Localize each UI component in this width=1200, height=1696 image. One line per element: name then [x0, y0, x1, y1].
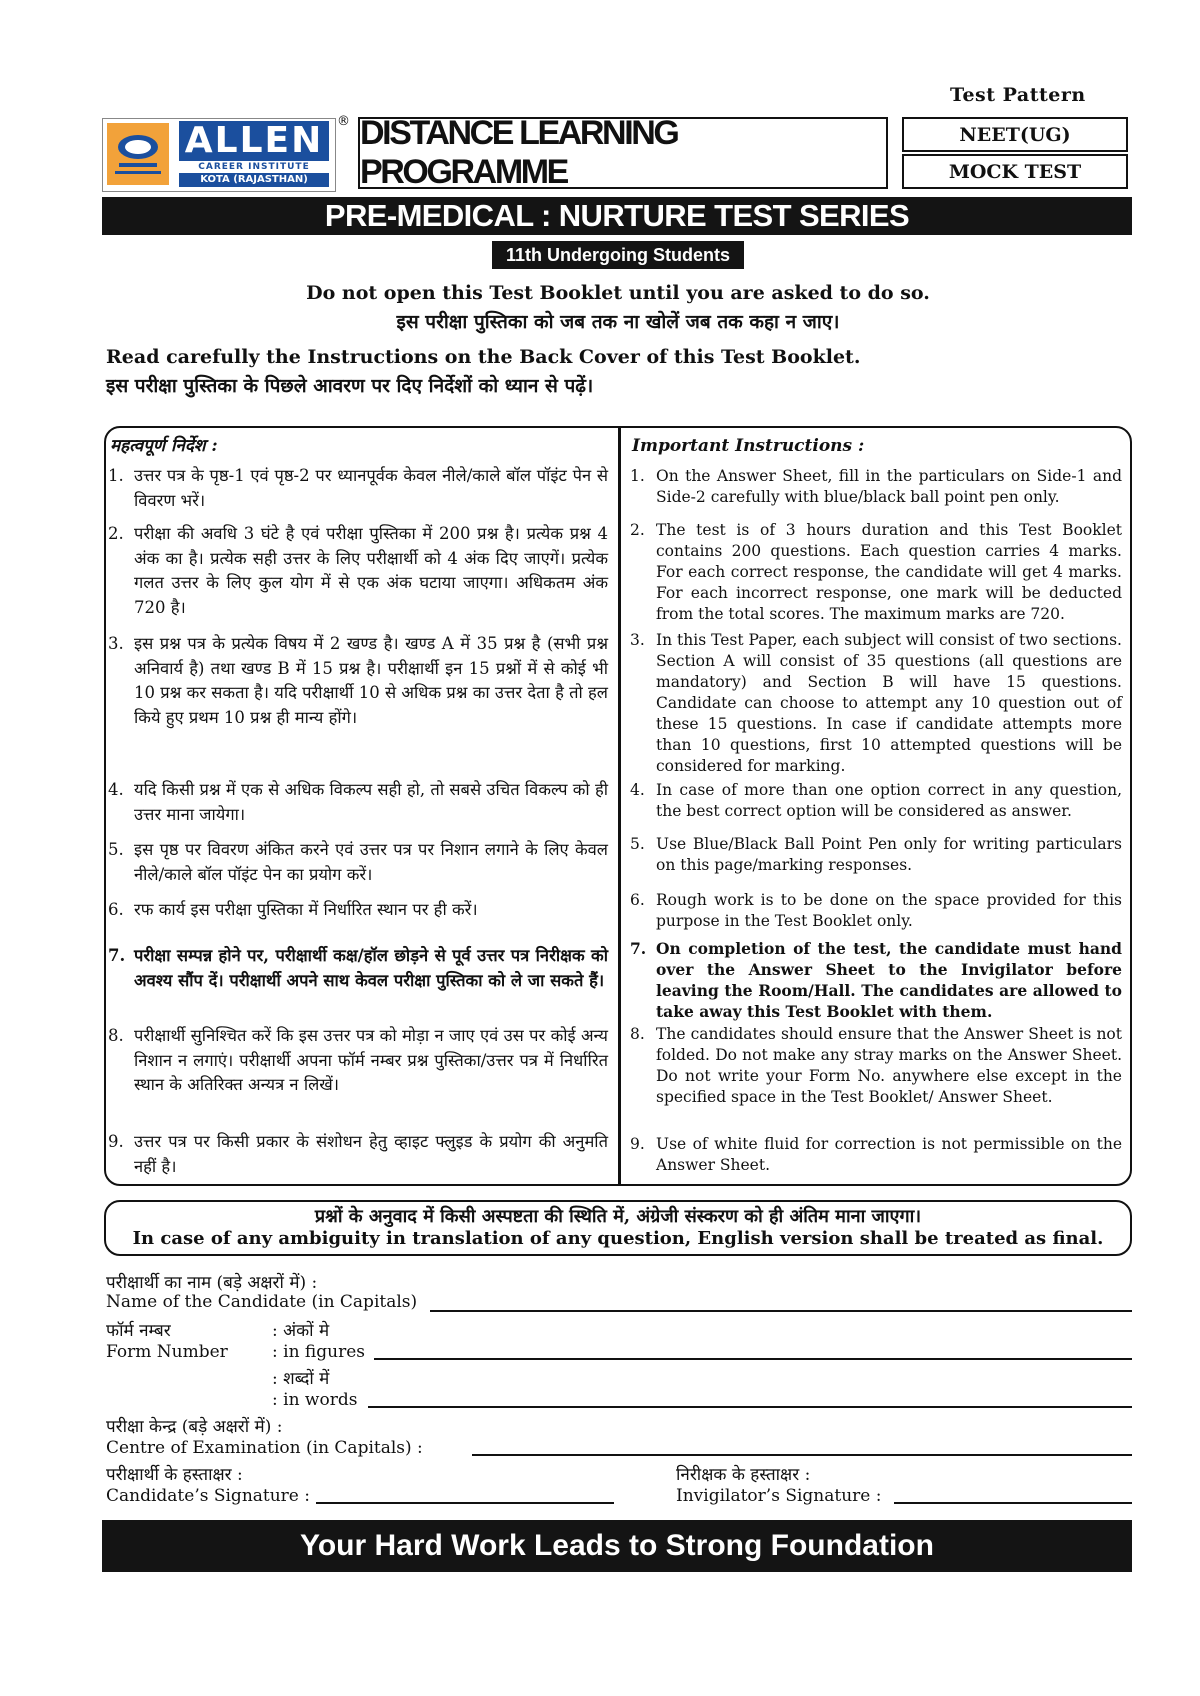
centre-label-en: Centre of Examination (in Capitals) : [106, 1438, 423, 1458]
audience-badge: 11th Undergoing Students [492, 241, 744, 269]
exam-label: NEET(UG) [959, 123, 1071, 146]
figures-label-hi: : अंकों मे [272, 1321, 330, 1341]
test-type-box [902, 154, 1128, 189]
test-type-label: MOCK TEST [948, 160, 1082, 183]
figures-label-en: : in figures [272, 1342, 366, 1362]
program-title-box [358, 114, 888, 191]
hindi-item-text: यदि किसी प्रश्न में एक से अधिक विकल्प सही हो, तो सबसे उचित विकल्प को ही उत्तर माना जायेगा। [134, 780, 608, 824]
ambiguity-note-en: In case of any ambiguity in translation of any question, English version shall be treated as final. [132, 1228, 1104, 1249]
english-item-text: The candidates should ensure that the Answer Sheet is not folded. Do not make any stray marks on the Answer Sheet. Do not write your Form No. anywhere else except in the specified space in the Test Booklet/ Answer Sheet. [656, 1025, 1122, 1106]
read-notice-en: Read carefully the Instructions on the Back Cover of this Test Booklet. [106, 346, 861, 368]
english-instructions-heading: Important Instructions : [632, 436, 865, 456]
english-item-text: Use Blue/Black Ball Point Pen only for writing particulars on this page/marking responses. [656, 835, 1122, 874]
registered-mark: ® [337, 114, 350, 129]
instructions-divider [618, 426, 621, 1186]
emblem-icon [107, 123, 169, 185]
candidate-name-label-en: Name of the Candidate (in Capitals) [106, 1292, 418, 1312]
english-item-text: In this Test Paper, each subject will consist of two sections. Section A will consist of 35 questions (all questions are mandatory) and Section B will have 15 questions. Candidate can choose to attempt any 10 question out of these 15 questions. In case if candidate attempts more than 10 questions, first 10 attempted questions will be considered for marking. [656, 631, 1122, 775]
exam-box [902, 117, 1128, 152]
form-number-label-en: Form Number [106, 1342, 228, 1362]
words-label-en: : in words [272, 1390, 358, 1410]
allen-logo [102, 118, 336, 192]
form-number-figures-field[interactable] [374, 1358, 1132, 1360]
form-number-words-field[interactable] [368, 1406, 1132, 1408]
open-notice-en: Do not open this Test Booklet until you are asked to do so. [306, 282, 930, 304]
logo-tagline: CAREER INSTITUTE [198, 162, 310, 172]
hindi-item-text: परीक्षा की अवधि 3 घंटे है एवं परीक्षा पुस्तिका में 200 प्रश्न है। प्रत्येक प्रश्न 4 अंक का है। प्रत्येक सही उत्तर के लिए परीक्षार्थी को 4 अंक दिए जाएगें। प्रत्येक गलत उत्तर के लिए कुल योग में से एक अंक घटाया जाएगा। अधिकतम अंक 720 है। [134, 524, 608, 617]
candidate-signature-field[interactable] [316, 1502, 614, 1504]
exam-centre-field[interactable] [472, 1454, 1132, 1456]
english-item-text: On the Answer Sheet, fill in the particulars on Side-1 and Side-2 carefully with blue/black ball point pen only. [656, 467, 1122, 506]
candidate-name-field[interactable] [430, 1310, 1132, 1312]
invigilator-signature-field[interactable] [894, 1502, 1132, 1504]
english-item-text: Rough work is to be done on the space provided for this purpose in the Test Booklet only. [656, 891, 1122, 930]
english-item-text: On completion of the test, the candidate must hand over the Answer Sheet to the Invigilator before leaving the Room/Hall. The candidates are allowed to take away this Test Booklet with them. [656, 939, 1122, 1021]
hindi-item-text: परीक्षा सम्पन्न होने पर, परीक्षार्थी कक्ष/हॉल छोड़ने से पूर्व उत्तर पत्र निरीक्षक को अवश्य सौंप दें। परीक्षार्थी अपने साथ केवल परीक्षा पुस्तिका को ले जा सकते हैं। [134, 946, 608, 990]
invigilator-signature-label-hi: निरीक्षक के हस्ताक्षर : [676, 1465, 811, 1485]
candidate-name-label-hi: परीक्षार्थी का नाम (बड़े अक्षरों में) : [106, 1273, 318, 1293]
english-item-text: Use of white fluid for correction is not permissible on the Answer Sheet. [656, 1135, 1122, 1174]
hindi-item-text: इस पृष्ठ पर विवरण अंकित करने एवं उत्तर पत्र पर निशान लगाने के लिए केवल नीले/काले बॉल पॉइंट पेन का प्रयोग करें। [134, 840, 608, 884]
series-banner: PRE-MEDICAL : NURTURE TEST SERIES [102, 197, 1132, 235]
centre-label-hi: परीक्षा केन्द्र (बड़े अक्षरों में) : [106, 1417, 283, 1437]
words-label-hi: : शब्दों में [272, 1369, 330, 1389]
candidate-signature-label-en: Candidate’s Signature : [106, 1486, 310, 1506]
hindi-item-text: उत्तर पत्र के पृष्ठ-1 एवं पृष्ठ-2 पर ध्यानपूर्वक केवल नीले/काले बॉल पॉइंट पेन से विवरण भरें। [134, 466, 608, 510]
hindi-item-text: रफ कार्य इस परीक्षा पुस्तिका में निर्धारित स्थान पर ही करें। [134, 900, 478, 919]
form-number-label-hi: फॉर्म नम्बर [106, 1321, 171, 1341]
hindi-item-text: उत्तर पत्र पर किसी प्रकार के संशोधन हेतु व्हाइट फ्लुइड के प्रयोग की अनुमति नहीं है। [134, 1132, 608, 1176]
footer-slogan: Your Hard Work Leads to Strong Foundation [102, 1520, 1132, 1572]
logo-location: KOTA (RAJASTHAN) [179, 173, 329, 187]
english-item-text: The test is of 3 hours duration and this Test Booklet contains 200 questions. Each question carries 4 marks. For each correct response, the candidate will get 4 marks. For each incorrect response, one mark will be deducted from the total scores. The maximum marks are 720. [656, 521, 1122, 623]
open-notice-hi: इस परीक्षा पुस्तिका को जब तक ना खोलें जब तक कहा न जाए। [396, 311, 840, 333]
read-notice-hi: इस परीक्षा पुस्तिका के पिछले आवरण पर दिए निर्देशों को ध्यान से पढ़ें। [106, 375, 594, 397]
ambiguity-note-hi: प्रश्नों के अनुवाद में किसी अस्पष्टता की स्थिति में, अंग्रेजी संस्करण को ही अंतिम माना जाएगा। [314, 1206, 922, 1227]
hindi-item-text: इस प्रश्न पत्र के प्रत्येक विषय में 2 खण्ड है। खण्ड A में 35 प्रश्न है (सभी प्रश्न अनिवार्य है) तथा खण्ड B में 15 प्रश्न है। परीक्षार्थी इन 15 प्रश्नों में से कोई भी 10 प्रश्न कर सकता है। यदि परीक्षार्थी 10 से अधिक प्रश्न का उत्तर देता है तो हल किये हुए प्रथम 10 प्रश्न ही मान्य होंगे। [134, 634, 608, 727]
candidate-signature-label-hi: परीक्षार्थी के हस्ताक्षर : [106, 1465, 243, 1485]
logo-brand: ALLEN [179, 121, 329, 161]
english-item-text: In case of more than one option correct in any question, the best correct option will be considered as answer. [656, 781, 1122, 820]
invigilator-signature-label-en: Invigilator’s Signature : [676, 1486, 882, 1506]
hindi-item-text: परीक्षार्थी सुनिश्चित करें कि इस उत्तर पत्र को मोड़ा न जाए एवं उस पर कोई अन्य निशान न लगाएं। परीक्षार्थी अपना फॉर्म नम्बर प्रश्न पुस्तिका/उत्तर पत्र में निर्धारित स्थान के अतिरिक्त अन्यत्र न लिखें। [134, 1026, 608, 1094]
program-title: DISTANCE LEARNING PROGRAMME [360, 114, 678, 191]
test-pattern-label: Test Pattern [950, 84, 1086, 106]
hindi-instructions-heading: महत्वपूर्ण निर्देश : [110, 436, 218, 456]
